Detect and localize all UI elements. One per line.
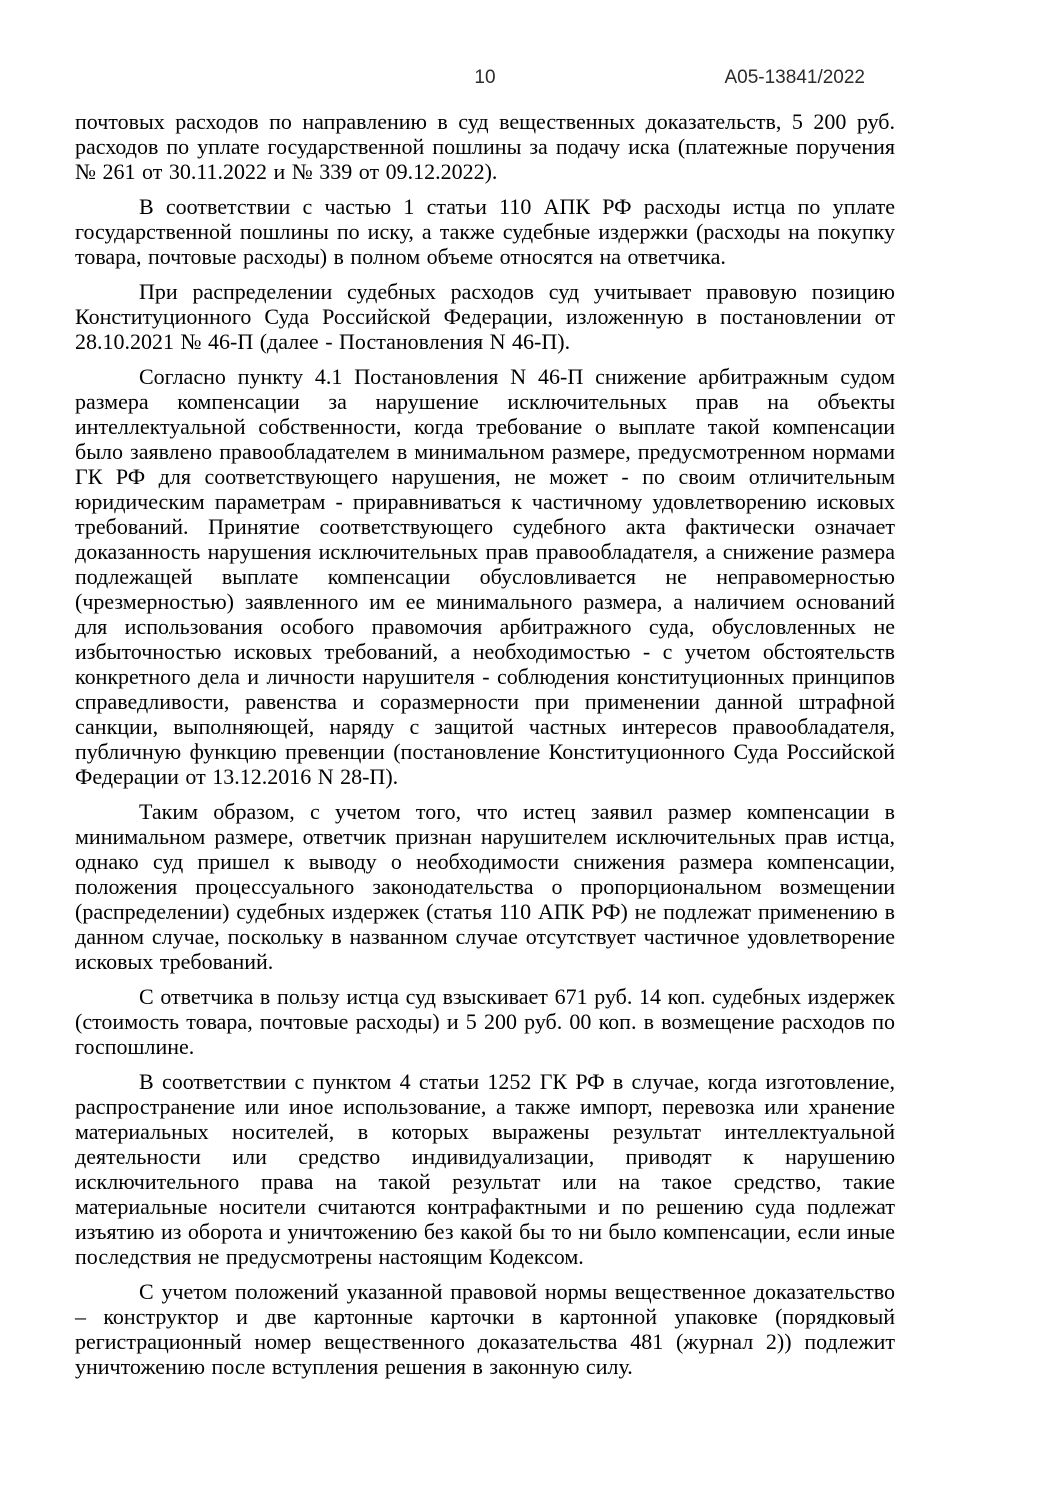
paragraph: С учетом положений указанной правовой нормы вещественное доказательство – конструктор и две картонные карточки в картонной упаковке (порядковый регистрационный номер вещественного доказательства 481 (журнал 2)) подлежит уничтожению после вступления решения в законную силу. <box>75 1279 895 1379</box>
case-number: А05-13841/2022 <box>724 67 865 88</box>
paragraph: почтовых расходов по направлению в суд вещественных доказательств, 5 200 руб. расходов по уплате государственной пошлины за подачу иска (платежные поручения № 261 от 30.11.2022 и № 339 от 09.12.2022). <box>75 109 895 184</box>
paragraph: Согласно пункту 4.1 Постановления N 46-П снижение арбитражным судом размера компенсации за нарушение исключительных прав на объекты интеллектуальной собственности, когда требование о выплате такой компенсации было заявлено правообладателем в минимальном размере, предусмотренном нормами ГК РФ для соответствующего нарушения, не может - по своим отличительным юридическим параметрам - приравниваться к частичному удовлетворению исковых требований. Принятие соответствующего судебного акта фактически означает доказанность нарушения исключительных прав правообладателя, а снижение размера подлежащей выплате компенсации обусловливается не неправомерностью (чрезмерностью) заявленного им ее минимального размера, а наличием оснований для использования особого правомочия арбитражного суда, обусловленных не избыточностью исковых требований, а необходимостью - с учетом обстоятельств конкретного дела и личности нарушителя - соблюдения конституционных принципов справедливости, равенства и соразмерности при применении данной штрафной санкции, выполняющей, наряду с защитой частных интересов правообладателя, публичную функцию превенции (постановление Конституционного Суда Российской Федерации от 13.12.2016 N 28-П). <box>75 364 895 789</box>
page-number: 10 <box>474 67 496 88</box>
paragraph: Таким образом, с учетом того, что истец заявил размер компенсации в минимальном размере, ответчик признан нарушителем исключительных прав истца, однако суд пришел к выводу о необходимости снижения размера компенсации, положения процессуального законодательства о пропорциональном возмещении (распределении) судебных издержек (статья 110 АПК РФ) не подлежат применению в данном случае, поскольку в названном случае отсутствует частичное удовлетворение исковых требований. <box>75 799 895 974</box>
page-header <box>75 66 895 90</box>
paragraph: При распределении судебных расходов суд учитывает правовую позицию Конституционного Суда Российской Федерации, изложенную в постановлении от 28.10.2021 № 46-П (далее - Постановления N 46-П). <box>75 279 895 354</box>
paragraph: В соответствии с пунктом 4 статьи 1252 ГК РФ в случае, когда изготовление, распространение или иное использование, а также импорт, перевозка или хранение материальных носителей, в которых выражены результат интеллектуальной деятельности или средство индивидуализации, приводят к нарушению исключительного права на такой результат или на такое средство, такие материальные носители считаются контрафактными и по решению суда подлежат изъятию из оборота и уничтожению без какой бы то ни было компенсации, если иные последствия не предусмотрены настоящим Кодексом. <box>75 1069 895 1269</box>
paragraph: С ответчика в пользу истца суд взыскивает 671 руб. 14 коп. судебных издержек (стоимость товара, почтовые расходы) и 5 200 руб. 00 коп. в возмещение расходов по госпошлине. <box>75 984 895 1059</box>
document-body <box>75 109 895 1389</box>
paragraph: В соответствии с частью 1 статьи 110 АПК РФ расходы истца по уплате государственной пошлины по иску, а также судебные издержки (расходы на покупку товара, почтовые расходы) в полном объеме относятся на ответчика. <box>75 194 895 269</box>
